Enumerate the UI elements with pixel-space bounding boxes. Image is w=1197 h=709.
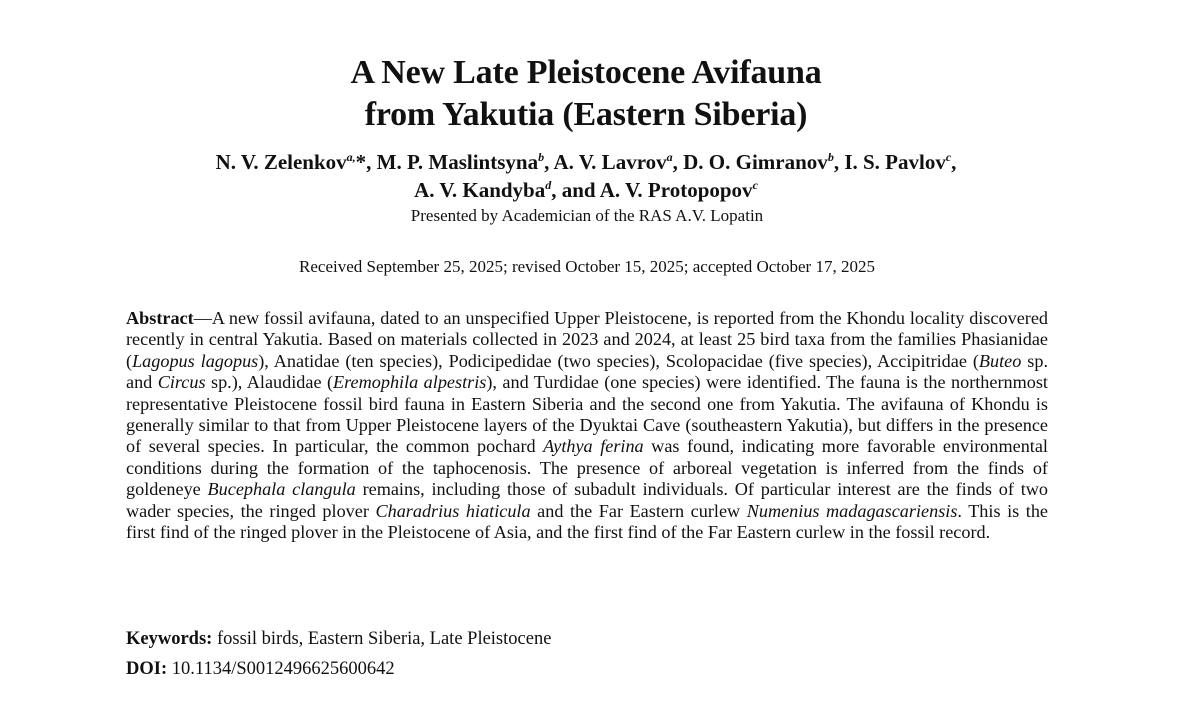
species-name: Bucephala clangula [207,479,356,500]
author-separator: , [672,150,684,174]
author-name: I. S. Pavlov [844,150,946,174]
presented-by: Presented by Academician of the RAS A.V. Lopatin [410,206,764,225]
species-name: Eremophila alpestris [333,372,487,393]
author-name: A. V. Protopopov [599,178,753,202]
species-name: Charadrius hiaticula [375,500,531,521]
affiliation-marker: b [827,150,834,164]
author-separator: , [833,150,845,174]
abstract-text: was found, indicating more favorable environmental conditions during the formation of the taphocenosis. The presence of arboreal vegetation is inferred from the finds of goldeneye [126,436,1048,500]
doi-label: DOI: [126,659,168,679]
author-name: A. V. Lavrov [553,150,667,174]
doi-value: 10.1134/S0012496625600642 [167,659,395,679]
abstract-text: sp. and [126,350,1048,393]
abstract-text: . This is the first find of the ringed plover in the Pleistocene of Asia, and the first find of the Far Eastern curlew in the fossil record. [126,500,1049,543]
keywords-value: fossil birds, Eastern Siberia, Late Pleistocene [212,629,552,649]
abstract-text: remains, including those of subadult individuals. Of particular interest are the finds of two wader species, the ringed plover [126,479,1048,521]
genus-name: Circus [157,372,206,393]
author-name: N. V. Zelenkov [215,150,347,174]
abstract-text: ), and Turdidae (one species) were identified. The fauna is the northernmost representative Pleistocene fossil bird fauna in Eastern Siberia and the second one from Yakutia. The avifauna of Khondu is generally similar to that from Upper Pleistocene layers of the Dyuktai Cave (southeastern Yakutia), but differs in the presence of several species. In particular, the common pochard [126,372,1048,457]
keywords-label: Keywords: [126,629,213,649]
title-line-2: from Yakutia (Eastern Siberia) [364,96,808,133]
author-name: A. V. Kandyba [414,178,546,202]
author-name: D. O. Gimranov [683,150,828,174]
affiliation-marker: b [538,150,545,164]
species-name: Aythya ferina [543,436,644,457]
affiliation-marker: c [945,150,952,164]
affiliation-marker: a, [346,150,356,164]
article-title [0,52,1172,136]
author-separator: , [951,150,957,174]
abstract-text: —A new fossil avifauna, dated to an unspecified Upper Pleistocene, is reported from the Khondu locality discovered recently in central Yakutia. Based on materials collected in 2023 and 2024, at least 25 bird taxa from the families Phasianidae ( [126,308,1048,371]
abstract-text: sp.), Alaudidae ( [205,372,334,393]
keywords [126,627,1048,651]
doi [126,657,1048,681]
author-separator: , and [551,178,600,202]
affiliation-marker: d [545,178,552,192]
affiliation-marker: a [666,150,673,164]
author-list [0,148,1172,204]
abstract-text: and the Far Eastern curlew [530,500,747,521]
author-name: M. P. Maslintsyna [376,150,539,174]
abstract-label: Abstract [126,308,194,328]
species-name: Numenius madagascariensis [746,500,958,521]
author-separator: *, [355,150,377,174]
species-name: Lagopus lagopus [132,350,259,371]
received-dates: Received September 25, 2025; revised October 15, 2025; accepted October 17, 2025 [299,257,875,276]
affiliation-marker: c [752,178,758,192]
author-separator: , [544,150,554,174]
author-line-1 [0,148,1172,176]
abstract-text: ), Anatidae (ten species), Podicipedidae (two species), Scolopacidae (five species), Accipitridae ( [258,350,979,371]
abstract [126,308,1048,543]
genus-name: Buteo [978,350,1022,371]
author-line-2 [0,176,1172,204]
title-line-1: A New Late Pleistocene Avifauna [350,54,822,91]
